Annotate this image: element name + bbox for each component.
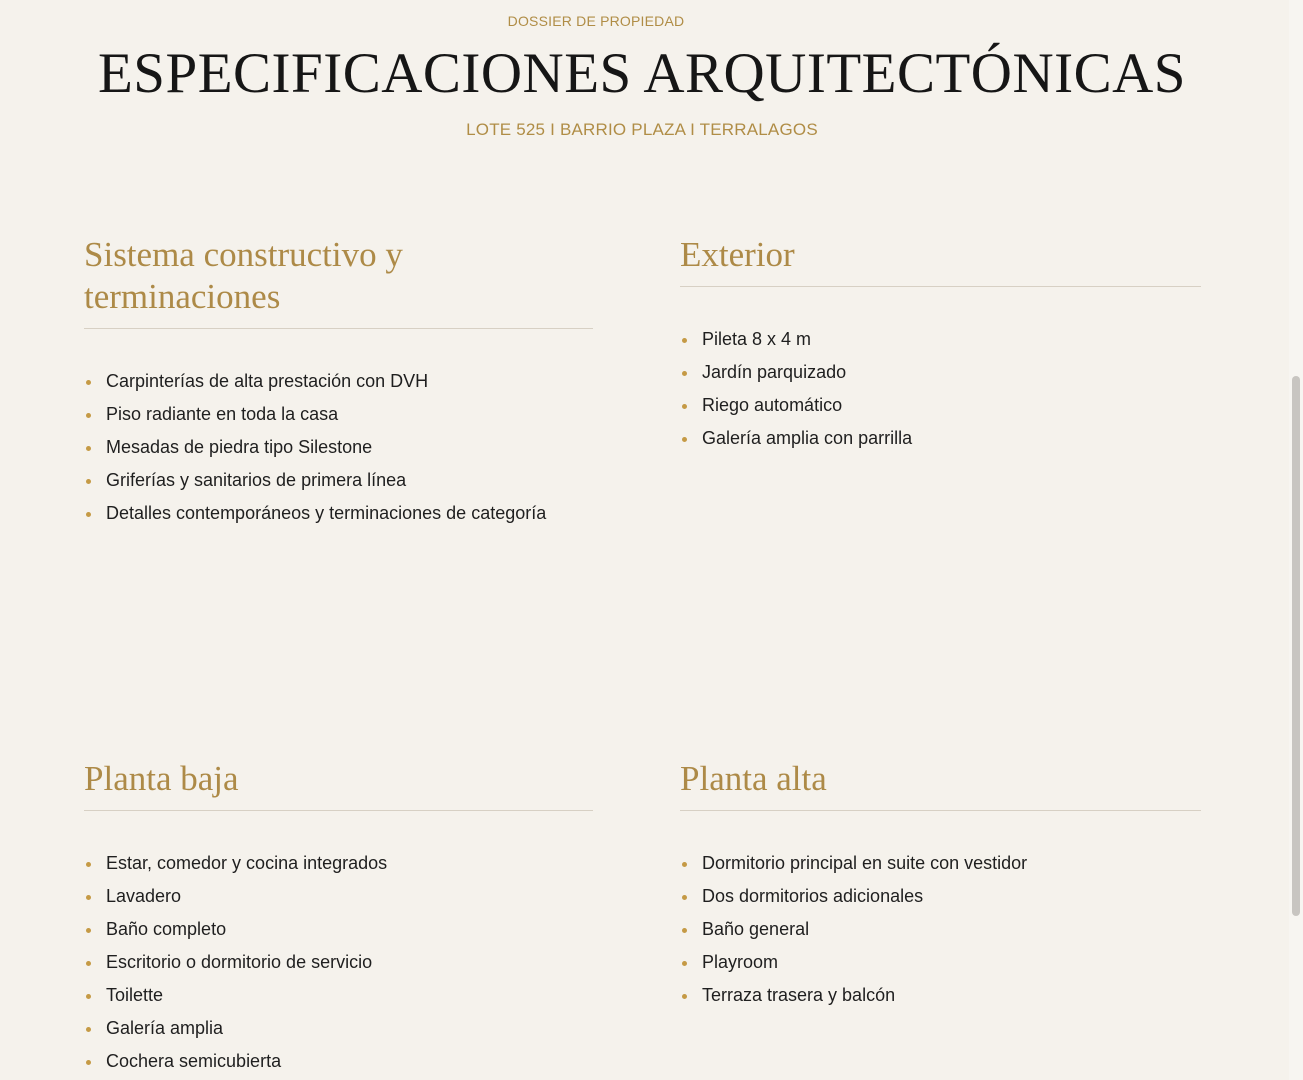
list-item [84,1012,593,1045]
property-subtitle: LOTE 525 I BARRIO PLAZA I TERRALAGOS [466,120,818,139]
bullet-icon [682,961,687,966]
bullet-icon [86,413,91,418]
bullet-icon [682,404,687,409]
bullet-icon [86,862,91,867]
bullet-icon [682,437,687,442]
list-item [84,365,593,398]
bullet-icon [86,994,91,999]
section-planta-baja [84,758,593,1078]
spec-list [84,847,593,1078]
spec-list [680,323,1201,455]
list-item-text: Cochera semicubierta [106,1051,282,1071]
list-item-text: Detalles contemporáneos y terminaciones de categoría [106,503,547,523]
list-item [84,979,593,1012]
list-item [680,323,1201,356]
bullet-icon [682,994,687,999]
list-item-text: Carpinterías de alta prestación con DVH [106,371,429,391]
list-item [84,913,593,946]
section-title: Planta baja [84,758,593,811]
list-item-text: Terraza trasera y balcón [702,985,896,1005]
section-title: Sistema constructivo y terminaciones [84,234,593,329]
section-sistema-constructivo [84,234,593,530]
list-item-text: Galería amplia [106,1018,224,1038]
list-item [680,422,1201,455]
bullet-icon [86,380,91,385]
list-item-text: Playroom [702,952,779,972]
list-item-text: Dos dormitorios adicionales [702,886,924,906]
list-item [680,389,1201,422]
list-item-text: Riego automático [702,395,843,415]
list-item [84,431,593,464]
spec-list [84,365,593,530]
list-item-text: Baño general [702,919,810,939]
list-item-text: Estar, comedor y cocina integrados [106,853,388,873]
list-item-text: Jardín parquizado [702,362,847,382]
list-item-text: Pileta 8 x 4 m [702,329,812,349]
section-title: Exterior [680,234,1201,287]
bullet-icon [86,961,91,966]
bullet-icon [86,1027,91,1032]
section-exterior [680,234,1201,455]
list-item [680,847,1201,880]
list-item [84,847,593,880]
list-item-text: Toilette [106,985,164,1005]
bullet-icon [682,862,687,867]
bullet-icon [682,928,687,933]
scrollbar-thumb[interactable] [1292,376,1300,916]
list-item [84,1045,593,1078]
dossier-eyebrow: DOSSIER DE PROPIEDAD [507,13,685,29]
list-item-text: Galería amplia con parrilla [702,428,913,448]
list-item [84,946,593,979]
list-item [680,913,1201,946]
bullet-icon [86,512,91,517]
list-item [84,464,593,497]
list-item [84,497,593,530]
spec-list [680,847,1201,1012]
list-item-text: Escritorio o dormitorio de servicio [106,952,373,972]
list-item-text: Lavadero [106,886,182,906]
vertical-scrollbar[interactable] [1289,0,1303,1080]
bullet-icon [86,895,91,900]
bullet-icon [682,371,687,376]
list-item [84,398,593,431]
list-item-text: Baño completo [106,919,227,939]
list-item [84,880,593,913]
bullet-icon [86,1060,91,1065]
list-item [680,946,1201,979]
list-item [680,356,1201,389]
bullet-icon [86,928,91,933]
list-item-text: Griferías y sanitarios de primera línea [106,470,407,490]
bullet-icon [682,895,687,900]
bullet-icon [86,479,91,484]
list-item-text: Mesadas de piedra tipo Silestone [106,437,373,457]
list-item-text: Piso radiante en toda la casa [106,404,339,424]
section-title: Planta alta [680,758,1201,811]
bullet-icon [682,338,687,343]
list-item [680,979,1201,1012]
bullet-icon [86,446,91,451]
list-item-text: Dormitorio principal en suite con vestidor [702,853,1028,873]
section-planta-alta [680,758,1201,1012]
list-item [680,880,1201,913]
page-title: ESPECIFICACIONES ARQUITECTÓNICAS [97,42,1186,105]
